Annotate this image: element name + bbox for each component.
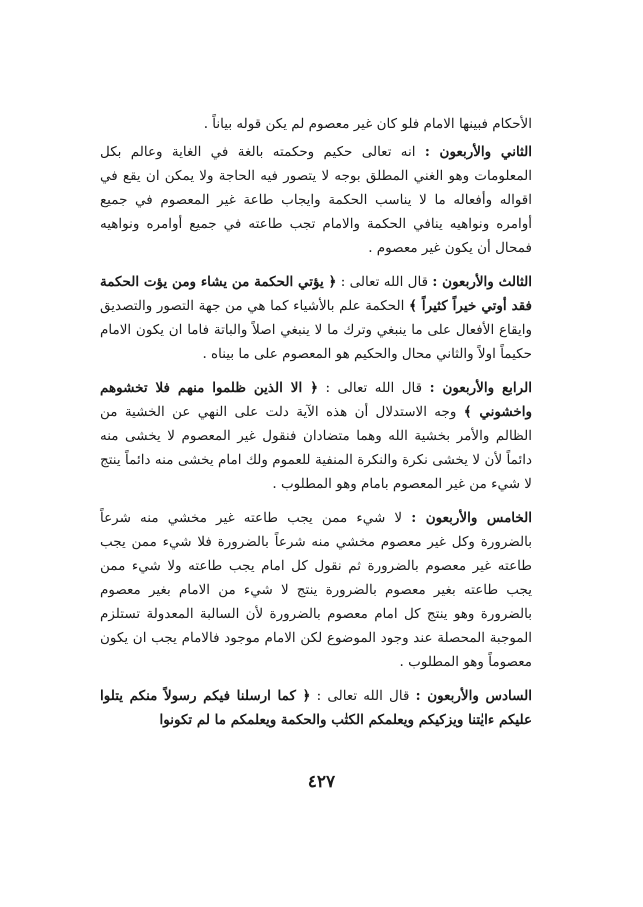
paragraph-6-quran-quote: ﴿ كما ارسلنا فيكم رسولاً منكم يتلوا عليكم ءايٰتنا ويزكيكم ويعلمكم الكتٰب والحكمة ويعلمكم ما لم تكونوا (100, 688, 532, 728)
paragraph-6-intro: قال الله تعالى : (310, 688, 416, 704)
paragraph-5-body: لا شيء ممن يجب طاعته غير مخشي منه شرعاً بالضرورة وكل غير معصوم مخشي منه شرعاً بالضرورة فلا شيء ممن يجب طاعته غير معصوم بالضرورة ثم نقول كل امام يجب طاعته ولا شيء ممن يجب طاعته بغير معصوم بالضرورة ينتج لا شيء من الامام بغير معصوم بالضرورة وهو ينتج كل امام معصوم بالضرورة لأن السالبة المعدولة تستلزم الموجبة المحصلة عند وجود الموضوع لكن الامام موجود فالامام يجب ان يكون معصوماً وهو المطلوب . (100, 510, 532, 670)
paragraph-4-heading: الرابع والأربعون : (429, 380, 532, 396)
paragraph-2 (100, 140, 532, 260)
paragraph-3-body: الحكمة علم بالأشياء كما هي من جهة التصور والتصديق وايقاع الأفعال على ما ينبغي وترك ما لا ينبغي اصلاً والباتة فاما ان يكون الامام حكيماً اولاً والثاني محال والحكيم هو المعصوم على ما بيناه . (100, 298, 532, 362)
paragraph-4-intro: قال الله تعالى : (317, 380, 430, 396)
paragraph-4-body: وجه الاستدلال أن هذه الآية دلت على النهي عن الخشية من الظالم والأمر بخشية الله وهما متضادان فنقول غير المعصوم لا يخشى منه دائماً لأن لا يخشى نكرة والنكرة المنفية للعموم ولك امام يخشى منه دائماً ينتج لا شيء من غير المعصوم بامام وهو المطلوب . (100, 404, 532, 492)
paragraph-1 (100, 112, 532, 136)
paragraph-2-body: انه تعالى حكيم وحكمته بالغة في الغاية وعالم بكل المعلومات وهو الغني المطلق بوجه لا يتصور فيه الحاجة ولا يمكن ان يقع في اقواله وأفعاله ما لا يناسب الحكمة وايجاب طاعة غير المعصوم في جميع أوامره ونواهيه ينافي الحكمة والامام تجب طاعته في جميع أوامره ونواهيه فمحال أن يكون غير معصوم . (100, 144, 532, 256)
paragraph-5-heading: الخامس والأربعون : (411, 510, 532, 526)
paragraph-2-heading: الثاني والأربعون : (424, 144, 532, 160)
paragraph-3-heading: الثالث والأربعون : (432, 274, 532, 290)
paragraph-5 (100, 506, 532, 674)
paragraph-3-quran-quote: ﴿ يؤتي الحكمة من يشاء ومن يؤت الحكمة فقد أوتي خيراً كثيراً ﴾ (100, 274, 532, 314)
page-text (100, 112, 532, 742)
paragraph-4 (100, 376, 532, 496)
paragraph-3-intro: قال الله تعالى : (336, 274, 433, 290)
paragraph-3 (100, 270, 532, 366)
paragraph-6-heading: السادس والأربعون : (415, 688, 532, 704)
paragraph-4-quran-quote: ﴿ الا الذين ظلموا منهم فلا تخشوهم واخشوني ﴾ (100, 380, 532, 420)
paragraph-6 (100, 684, 532, 732)
page-number: ٤٢٧ (307, 772, 336, 792)
paragraph-1-body: الأحكام فبينها الامام فلو كان غير معصوم لم يكن قوله بياناً . (203, 116, 532, 132)
